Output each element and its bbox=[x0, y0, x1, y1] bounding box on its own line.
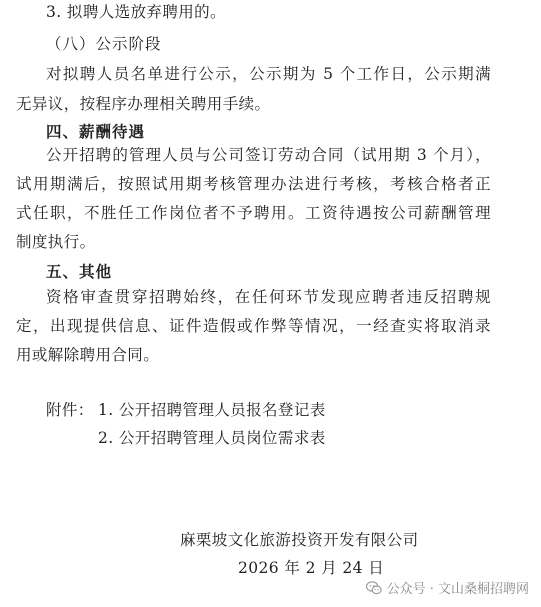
section-5-line-2: 定，出现提供信息、证件造假或作弊等情况，一经查实将取消录 bbox=[16, 317, 491, 335]
document-date: 2026 年 2 月 24 日 bbox=[238, 559, 385, 577]
watermark-text: 公众号 · 文山桑桐招聘网 bbox=[386, 582, 529, 597]
section-4-line-4: 制度执行。 bbox=[16, 233, 96, 251]
section-8-heading: （八）公示阶段 bbox=[46, 35, 162, 53]
section-4-line-2: 试用期满后，按照试用期考核管理办法进行考核，考核合格者正 bbox=[16, 175, 491, 193]
attachment-item-2: 2. 公开招聘管理人员岗位需求表 bbox=[98, 429, 326, 447]
item-3: 3. 拟聘人选放弃聘用的。 bbox=[46, 3, 226, 21]
section-4-line-3: 式任职，不胜任工作岗位者不予聘用。工资待遇按公司薪酬管理 bbox=[16, 204, 491, 222]
section-4-heading: 四、薪酬待遇 bbox=[46, 123, 146, 141]
section-8-line-2: 无异议，按程序办理相关聘用手续。 bbox=[16, 95, 271, 113]
section-5-line-1: 资格审查贯穿招聘始终，在任何环节发现应聘者违反招聘规 bbox=[46, 288, 491, 306]
section-5-line-3: 用或解除聘用合同。 bbox=[16, 346, 160, 364]
wechat-icon bbox=[365, 579, 383, 597]
attachments-label: 附件： bbox=[46, 401, 94, 419]
company-name: 麻栗坡文化旅游投资开发有限公司 bbox=[180, 531, 419, 549]
section-4-line-1: 公开招聘的管理人员与公司签订劳动合同（试用期 3 个月）， bbox=[46, 146, 491, 164]
section-8-line-1: 对拟聘人员名单进行公示，公示期为 5 个工作日，公示期满 bbox=[46, 65, 491, 83]
section-5-heading: 五、其他 bbox=[46, 263, 113, 281]
attachment-item-1: 1. 公开招聘管理人员报名登记表 bbox=[98, 401, 326, 419]
watermark bbox=[365, 578, 529, 597]
